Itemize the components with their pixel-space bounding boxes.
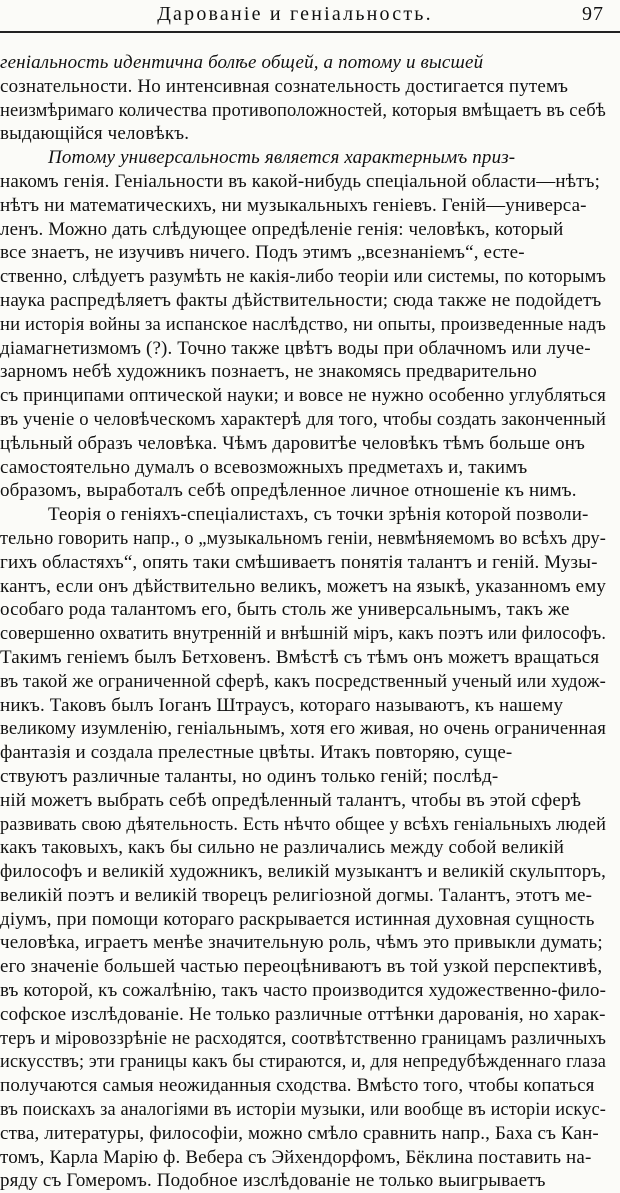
text-line: какъ таковыхъ, какъ бы сильно не различались между собой великій xyxy=(0,837,565,859)
text-line: великому изумленію, геніальнымъ, хотя его живая, но очень ограниченная xyxy=(0,718,607,740)
text-line: никъ. Таковъ былъ Іоганъ Штраусъ, котораго называютъ, къ нашему xyxy=(0,694,564,716)
text-line: искусствъ; эти границы какъ бы стираются, и, для непредубѣжденнаго глаза xyxy=(0,1051,607,1073)
text-line: сознательности. Но интенсивная сознательность достигается путемъ xyxy=(0,75,569,97)
text-line: образомъ, выработалъ себѣ опредѣленное личное отношеніе къ нимъ. xyxy=(0,480,577,502)
text-line: геніальность идентична болѣе общей, а потому и высшей xyxy=(0,52,484,73)
text-line: тельно говорить напр., о „музыкальномъ геніи, невмѣняемомъ во всѣхъ дру- xyxy=(0,527,607,549)
text-line: великій поэтъ и великій творецъ религіозной догмы. Талантъ, этотъ ме- xyxy=(0,884,593,906)
text-line: особаго рода талантомъ его, быть столь же универсальнымъ, такъ же xyxy=(0,599,570,621)
text-line: діамагнетизмомъ (?). Точно также цвѣтъ воды при облачномъ или луче- xyxy=(0,337,591,359)
text-line: ни исторія войны за испанское наслѣдство, ни опыты, произведенные надъ xyxy=(0,313,607,335)
text-line: получаются самыя неожиданныя сходства. Вмѣсто того, чтобы копаться xyxy=(0,1075,595,1097)
text-line: въ такой же ограниченной сферѣ, какъ посредственный ученый или худож- xyxy=(0,670,607,692)
text-line: софское изслѣдованіе. Не только различные оттѣнки дарованія, но харак- xyxy=(0,1003,606,1025)
text-line: самостоятельно думалъ о всевозможныхъ предметахъ и, такимъ xyxy=(0,456,528,478)
text-line: цѣльный образъ человѣка. Чѣмъ даровитѣе человѣкъ тѣмъ больше онъ xyxy=(0,432,586,454)
text-line: неизмѣримаго количества противоположностей, которыя вмѣщаетъ въ себѣ xyxy=(0,99,606,121)
text-line: ній можетъ выбрать себѣ опредѣленный талантъ, чтобы въ этой сферѣ xyxy=(0,789,582,811)
text-line: человѣка, играетъ менѣе значительную роль, чѣмъ это привыкли думать; xyxy=(0,932,603,954)
text-line: ряду съ Гомеромъ. Подобное изслѣдованіе не только выигрываетъ xyxy=(0,1170,546,1192)
text-line: томъ, Карла Марію ф. Вебера съ Эйхендорфомъ, Бёклина поставить на- xyxy=(0,1146,592,1168)
header-rule xyxy=(0,31,620,33)
text-line: развивать свою дѣятельность. Есть нѣчто общее у всѣхъ геніальныхъ людей xyxy=(0,813,607,835)
text-line: совершенно охватить внутренній и внѣшній міръ, какъ поэтъ или философъ. xyxy=(0,623,607,645)
text-line: діумъ, при помощи котораго раскрывается истинная духовная сущность xyxy=(0,908,595,930)
paragraph-start-line: Теорія о геніяхъ-спеціалистахъ, съ точки зрѣнія которой позволи- xyxy=(48,504,589,526)
text-line: ства, литературы, философіи, можно смѣло сравнить напр., Баха съ Кан- xyxy=(0,1122,599,1144)
text-line: ствуютъ различные таланты, но одинъ только геній; послѣд- xyxy=(0,765,499,787)
text-line: теръ и міровоззрѣніе не расходятся, соотвѣтственно границамъ различныхъ xyxy=(0,1027,607,1049)
text-line: въ которой, къ сожалѣнію, такъ часто производится художественно-фило- xyxy=(0,980,607,1002)
text-line: ленъ. Можно дать слѣдующее опредѣленіе генія: человѣкъ, который xyxy=(0,218,564,240)
text-line: накомъ генія. Геніальности въ какой-нибудь спеціальной области—нѣтъ; xyxy=(0,170,601,192)
text-line: нѣтъ ни математическихъ, ни музыкальныхъ геніевъ. Геній—универса- xyxy=(0,194,587,216)
text-line: наука распредѣляетъ факты дѣйствительности; сюда также не подойдетъ xyxy=(0,289,602,311)
text-line: выдающійся человѣкъ. xyxy=(0,123,190,145)
text-line: фантазія и создала прелестные цвѣты. Итакъ повторяю, суще- xyxy=(0,742,513,764)
page-number: 97 xyxy=(582,3,604,25)
text-line: въ поискахъ за аналогіями въ исторіи музыки, или вообще въ исторіи искус- xyxy=(0,1099,607,1121)
body-text xyxy=(0,51,620,1193)
running-header xyxy=(0,0,620,32)
text-line: философъ и великій художникъ, великій музыкантъ и великій скульпторъ, xyxy=(0,861,607,883)
text-line: все знаетъ, не изучивъ ничего. Подъ этимъ „всезнаніемъ“, есте- xyxy=(0,242,525,264)
paragraph-start-line: Потому универсальность является характернымъ приз- xyxy=(48,147,516,169)
text-line: Такимъ геніемъ былъ Бетховенъ. Вмѣстѣ съ тѣмъ онъ можетъ вращаться xyxy=(0,646,600,668)
text-line: въ ученіе о человѣческомъ характерѣ для того, чтобы создать законченный xyxy=(0,408,607,430)
text-line: ственно, слѣдуетъ разумѣть не какія-либо теоріи или системы, по которымъ xyxy=(0,266,607,288)
text-line: гихъ областяхъ“, опять таки смѣшиваетъ понятія талантъ и геній. Музы- xyxy=(0,551,598,573)
text-line: зарномъ небѣ художникъ познаетъ, не знакомясь предварительно xyxy=(0,361,537,383)
text-line: кантъ, если онъ дѣйствительно великъ, можетъ на языкѣ, указанномъ ему xyxy=(0,575,607,597)
running-title: Дарованіе и геніальность. xyxy=(157,3,433,25)
text-line: съ принципами оптической науки; и вовсе не нужно особенно углубляться xyxy=(0,385,606,407)
text-line: его значеніе большей частью переоцѣниваютъ въ той узкой перспективѣ, xyxy=(0,956,603,978)
